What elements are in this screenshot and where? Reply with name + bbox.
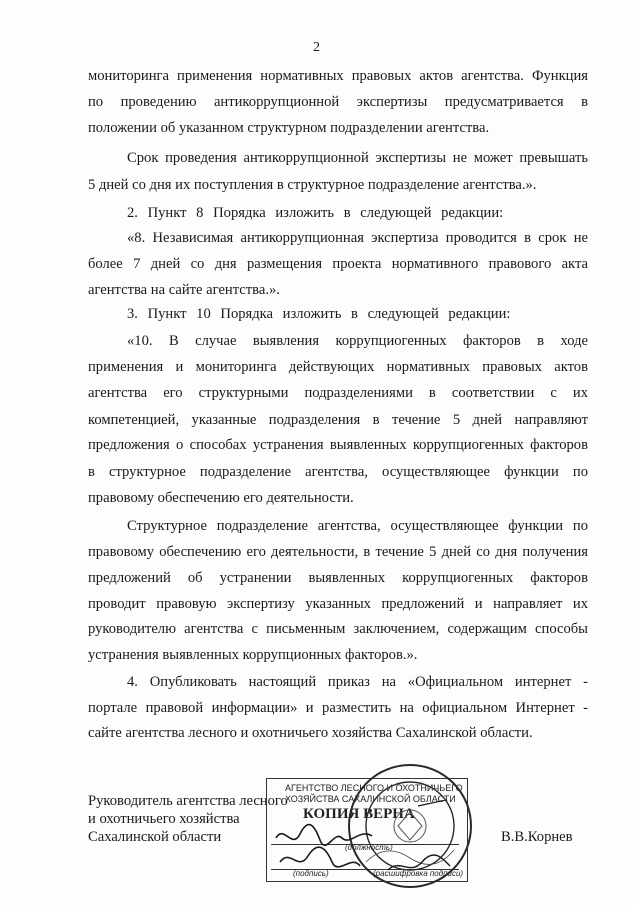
text-line: «10. В случае выявления коррупциогенных факторов в ходе xyxy=(127,333,588,349)
text-line: более 7 дней со дня размещения проекта нормативного правового акта xyxy=(88,256,588,272)
text-line: 5 дней со дня их поступления в структурное подразделение агентства.». xyxy=(88,177,537,193)
text-line: руководителю агентства с письменным заключением, содержащим способы xyxy=(88,621,588,637)
text-line: агентства его структурными подразделениями в соответствии с их xyxy=(88,385,588,401)
signature-position-line: и охотничьего хозяйства xyxy=(88,811,240,827)
stamp-caption-name: (расшифровка подписи) xyxy=(373,869,464,878)
list-item-3: 3. Пункт 10 Порядка изложить в следующей редакции: xyxy=(127,306,511,322)
text-line: правовому обеспечению его деятельности. xyxy=(88,490,354,506)
text-line: положении об указанном структурном подразделении агентства. xyxy=(88,120,490,136)
text-line: портале правовой информации» и разместить на официальном Интернет - xyxy=(88,700,588,716)
text-line: предложений об устранении выявленных коррупциогенных факторов xyxy=(88,570,588,586)
text-line: применения и мониторинга действующих нормативных правовых актов xyxy=(88,359,588,375)
signatory-name: В.В.Корнев xyxy=(501,829,573,845)
signature-position-line: Руководитель агентства лесного xyxy=(88,793,288,809)
signature-position-line: Сахалинской области xyxy=(88,829,222,845)
text-line: сайте агентства лесного и охотничьего хозяйства Сахалинской области. xyxy=(88,725,533,741)
list-item-4: 4. Опубликовать настоящий приказ на «Официальном интернет - xyxy=(127,674,588,690)
text-line: компетенцией, указанные подразделения в течение 5 дней направляют xyxy=(88,412,588,428)
text-line: проводит правовую экспертизу указанных предложений и направляет их xyxy=(88,596,588,612)
text-line: Срок проведения антикоррупционной экспертизы не может превышать xyxy=(127,150,588,166)
handwritten-signature-icon xyxy=(268,800,468,890)
text-line: агентства на сайте агентства.». xyxy=(88,282,280,298)
text-line: по проведению антикоррупционной экспертизы предусматривается в xyxy=(88,94,588,110)
text-line: правовому обеспечению его деятельности, в течение 5 дней со дня получения xyxy=(88,544,588,560)
text-line: предложения о способах устранения выявленных коррупциогенных факторов xyxy=(88,437,588,453)
text-line: Структурное подразделение агентства, осуществляющее функции по xyxy=(127,518,588,534)
stamp-title: КОПИЯ ВЕРНА xyxy=(303,806,415,822)
stamp-caption-position: (должность) xyxy=(345,843,393,852)
page-number: 2 xyxy=(313,40,320,55)
stamp-org-line: АГЕНТСТВО ЛЕСНОГО И ОХОТНИЧЬЕГО xyxy=(285,783,463,793)
text-line: в структурное подразделение агентства, осуществляющее функции по xyxy=(88,464,588,480)
text-line: устранения выявленных коррупционных факторов.». xyxy=(88,647,418,663)
stamp-caption-signature: (подпись) xyxy=(293,869,329,878)
text-line: «8. Независимая антикоррупционная экспертиза проводится в срок не xyxy=(127,230,588,246)
list-item-2: 2. Пункт 8 Порядка изложить в следующей редакции: xyxy=(127,205,504,221)
stamp-org-line: ХОЗЯЙСТВА САХАЛИНСКОЙ ОБЛАСТИ xyxy=(285,794,456,804)
text-line: мониторинга применения нормативных правовых актов агентства. Функция xyxy=(88,68,588,84)
